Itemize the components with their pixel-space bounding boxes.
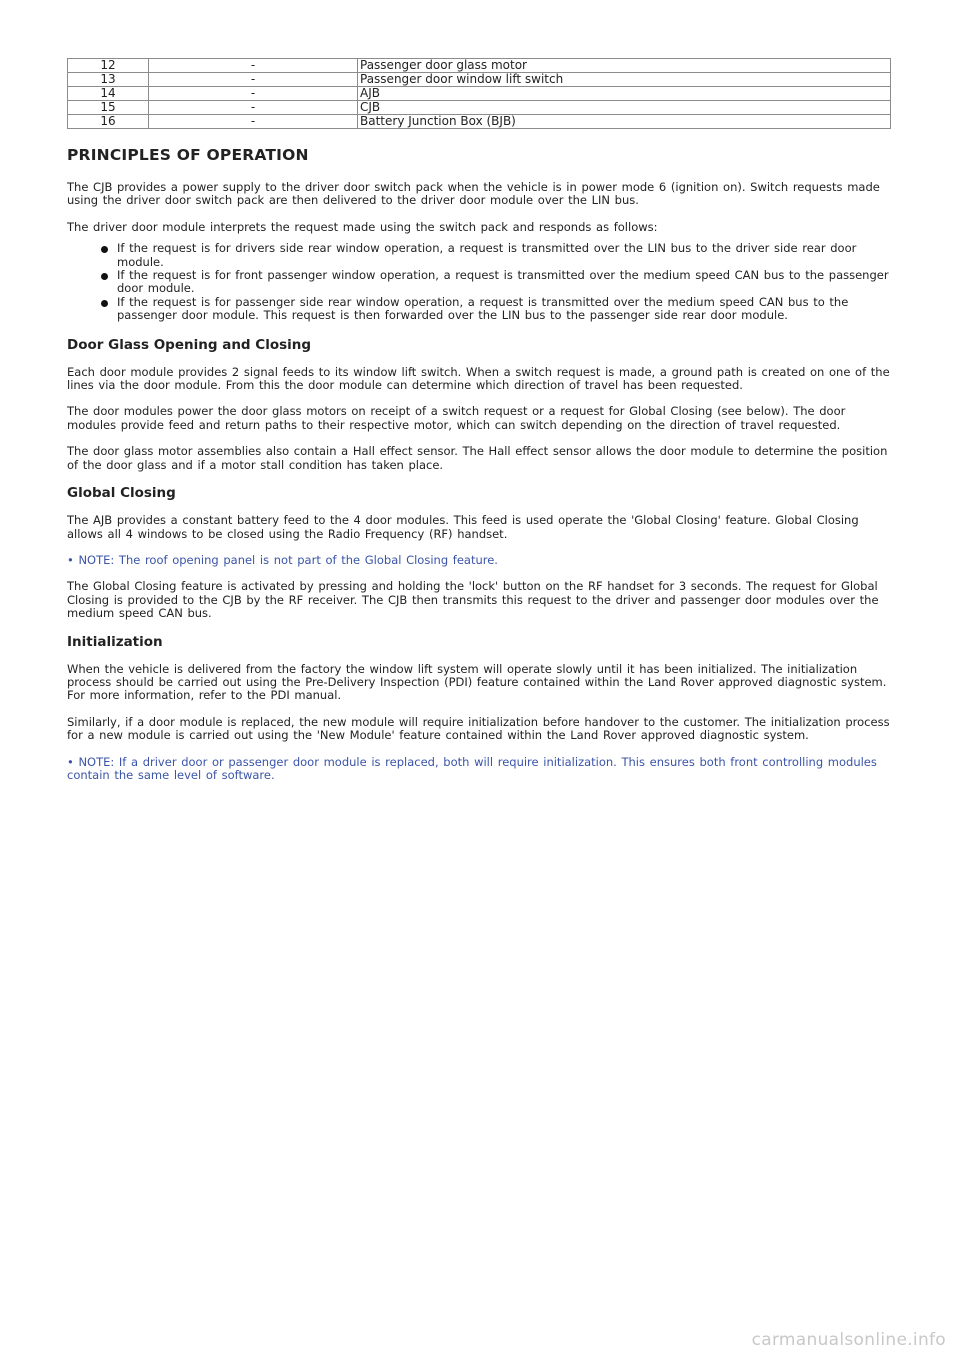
global-closing-heading: Global Closing <box>67 485 176 502</box>
table-row <box>68 59 891 73</box>
principles-paragraph-1: The CJB provides a power supply to the driver door switch pack when the vehicle is in power mode 6 (ignition on). Switch requests made using the driver door switch pack are then delivered to the driver door module over the LIN bus. <box>67 180 880 208</box>
part-description-cell: Battery Junction Box (BJB) <box>358 115 891 129</box>
door-glass-paragraph-3: The door glass motor assemblies also contain a Hall effect sensor. The Hall effect sensor allows the door module to determine the position of the door glass and if a motor stall condition has taken place. <box>67 444 888 472</box>
part-number-cell: 15 <box>68 101 149 115</box>
initialization-heading: Initialization <box>67 633 163 650</box>
door-glass-section <box>67 337 891 472</box>
part-dash-cell: - <box>149 73 358 87</box>
list-item <box>67 296 891 323</box>
part-dash-cell: - <box>149 87 358 101</box>
principles-paragraph-2: The driver door module interprets the request made using the switch pack and responds as follows: <box>67 219 658 234</box>
table-row <box>68 115 891 129</box>
global-closing-section <box>67 485 891 620</box>
global-closing-note: • NOTE: The roof opening panel is not part of the Global Closing feature. <box>67 552 498 567</box>
global-closing-paragraph-1: The AJB provides a constant battery feed to the 4 door modules. This feed is used operate the 'Global Closing' feature. Global Closing allows all 4 windows to be closed using the Radio Frequency (RF) handset. <box>67 513 859 541</box>
part-description-cell: Passenger door window lift switch <box>358 73 891 87</box>
door-glass-paragraph-2: The door modules power the door glass motors on receipt of a switch request or a request for Global Closing (see below). The door modules provide feed and return paths to their respective motor, which can switch depending on the direction of travel requested. <box>67 404 846 432</box>
global-closing-paragraph-2: The Global Closing feature is activated by pressing and holding the 'lock' button on the RF handset for 3 seconds. The request for Global Closing is provided to the CJB by the RF receiver. The CJB then transmits this request to the driver and passenger door modules over the medium speed CAN bus. <box>67 579 879 621</box>
initialization-section <box>67 634 891 783</box>
part-number-cell: 16 <box>68 115 149 129</box>
bullet-text: If the request is for drivers side rear window operation, a request is transmitted over the LIN bus to the driver side rear door module. <box>117 241 857 269</box>
document-page <box>67 58 891 795</box>
watermark-text: carmanualsonline.info <box>751 1330 946 1350</box>
table-row <box>68 87 891 101</box>
list-item <box>67 269 891 296</box>
initialization-paragraph-2: Similarly, if a door module is replaced, the new module will require initialization before handover to the customer. The initialization process for a new module is carried out using the 'New Module' feature contained within the Land Rover approved diagnostic system. <box>67 714 890 743</box>
part-dash-cell: - <box>149 101 358 115</box>
part-description-cell: CJB <box>358 101 891 115</box>
bullet-icon <box>101 300 108 307</box>
initialization-note: • NOTE: If a driver door or passenger door module is replaced, both will require initialization. This ensures both front controlling modules contain the same level of software. <box>67 754 877 782</box>
parts-table-body <box>68 59 891 129</box>
list-item <box>67 242 891 269</box>
bullet-text: If the request is for front passenger window operation, a request is transmitted over the medium speed CAN bus to the passenger door module. <box>117 268 889 296</box>
principles-bullet-list <box>67 242 891 322</box>
door-glass-heading: Door Glass Opening and Closing <box>67 336 312 353</box>
bullet-text: If the request is for passenger side rear window operation, a request is transmitted over the medium speed CAN bus to the passenger door module. This request is then forwarded over the LIN bus to the passenger side rear door module. <box>117 294 849 323</box>
part-dash-cell: - <box>149 59 358 73</box>
door-glass-paragraph-1: Each door module provides 2 signal feeds to its window lift switch. When a switch request is made, a ground path is created on one of the lines via the door module. From this the door module can determine which direction of travel has been requested. <box>67 364 890 393</box>
principles-heading: PRINCIPLES OF OPERATION <box>67 146 309 164</box>
table-row <box>68 73 891 87</box>
part-number-cell: 12 <box>68 59 149 73</box>
part-number-cell: 13 <box>68 73 149 87</box>
part-description-cell: Passenger door glass motor <box>358 59 891 73</box>
initialization-paragraph-1: When the vehicle is delivered from the factory the window lift system will operate slowly until it has been initialized. The initialization process should be carried out using the Pre-Delivery Inspection (PDI) feature contained within the Land Rover approved diagnostic system. For more information, refer to the PDI manual. <box>67 661 887 703</box>
table-row <box>68 101 891 115</box>
part-description-cell: AJB <box>358 87 891 101</box>
part-dash-cell: - <box>149 115 358 129</box>
bullet-icon <box>101 273 108 280</box>
parts-table <box>67 58 891 129</box>
part-number-cell: 14 <box>68 87 149 101</box>
